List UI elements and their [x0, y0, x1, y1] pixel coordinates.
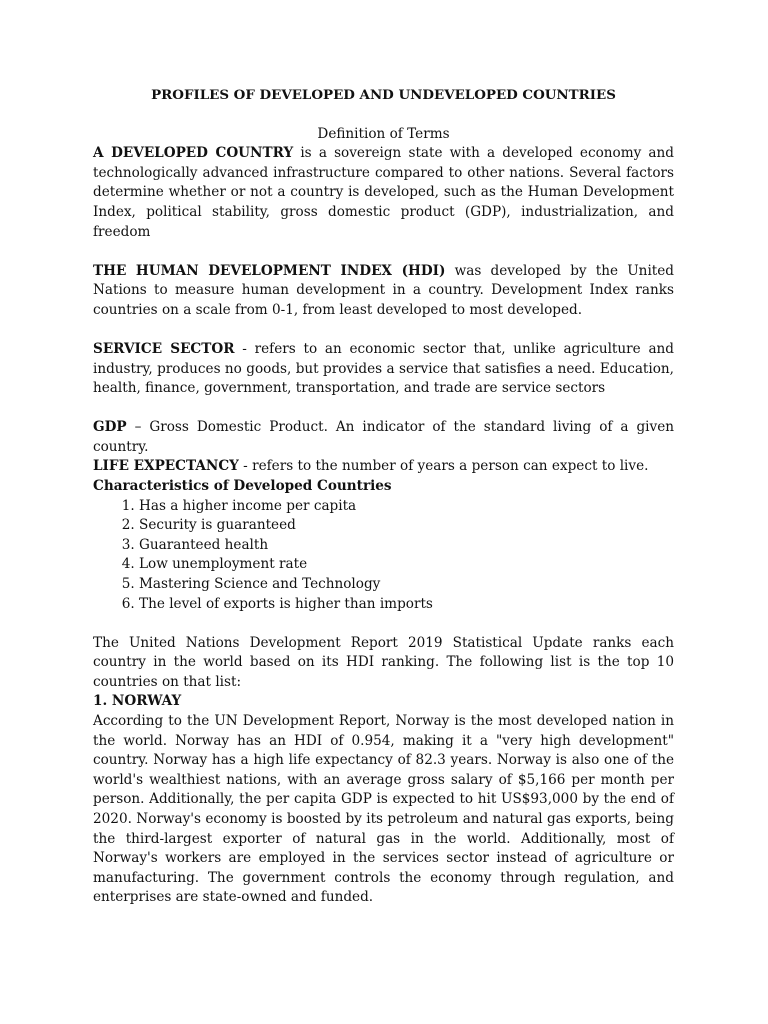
document-body: [93, 86, 674, 908]
definition-hdi: [93, 262, 674, 321]
definition-gdp-text: – Gross Domestic Product. An indicator of the standard living of a given country.: [93, 419, 674, 455]
list-item: 5. Mastering Science and Technology: [139, 575, 674, 595]
term-hdi: THE HUMAN DEVELOPMENT INDEX (HDI): [93, 262, 446, 279]
definition-developed-country-text: is a sovereign state with a developed economy and technologically advanced infrastructure compared to other nations. Several factors determine whether or not a country is developed, such as the Human Development Index, political stability, gross domestic product (GDP), industrialization, and freedom: [93, 145, 674, 240]
definition-hdi-text: was developed by the United Nations to measure human development in a country. Development Index ranks countries on a scale from 0-1, from least developed to most developed.: [93, 262, 674, 318]
definition-life-expectancy-text: - refers to the number of years a person can expect to live.: [238, 458, 649, 475]
definition-life-expectancy: [93, 457, 674, 477]
characteristics-heading: Characteristics of Developed Countries: [93, 478, 392, 494]
definition-gdp: [93, 418, 674, 457]
list-item: 2. Security is guaranteed: [139, 516, 674, 536]
intro-paragraph: The United Nations Development Report 2019 Statistical Update ranks each country in the world based on its HDI ranking. The following list is the top 10 countries on that list:: [93, 634, 674, 690]
definition-service-sector-text: - refers to an economic sector that, unlike agriculture and industry, produces no goods, but provides a service that satisfies a need. Education, health, finance, government, transportation, and trade are service sectors: [93, 340, 675, 397]
list-item: 3. Guaranteed health: [139, 536, 674, 556]
norway-paragraph: According to the UN Development Report, Norway is the most developed nation in the world. Norway has an HDI of 0.954, making it a "very high development" country. Norway has a high life expectancy of 82.3 years. Norway is also one of the world's wealthiest nations, with an average gross salary of $5,166 per month per person. Additionally, the per capita GDP is expected to hit US$93,000 by the end of 2020. Norway's economy is boosted by its petroleum and natural gas exports, being the third-largest exporter of natural gas in the world. Additionally, most of Norway's workers are employed in the services sector instead of agriculture or manufacturing. The government controls the economy through regulation, and enterprises are state-owned and funded.: [93, 713, 674, 906]
page-title: PROFILES OF DEVELOPED AND UNDEVELOPED COUNTRIES: [151, 87, 616, 103]
section-subtitle: Definition of Terms: [317, 125, 450, 142]
characteristics-list: [93, 497, 674, 615]
term-developed-country: A DEVELOPED COUNTRY: [93, 145, 294, 162]
definition-developed-country: [93, 144, 674, 242]
term-gdp: GDP: [93, 419, 127, 436]
list-item: 1. Has a higher income per capita: [139, 497, 674, 517]
term-life-expectancy: LIFE EXPECTANCY: [93, 458, 239, 475]
list-item: 4. Low unemployment rate: [139, 555, 674, 575]
term-service-sector: SERVICE SECTOR: [93, 340, 235, 357]
definition-service-sector: [93, 340, 674, 399]
list-item: 6. The level of exports is higher than imports: [139, 595, 674, 615]
norway-heading: 1. NORWAY: [93, 693, 182, 710]
